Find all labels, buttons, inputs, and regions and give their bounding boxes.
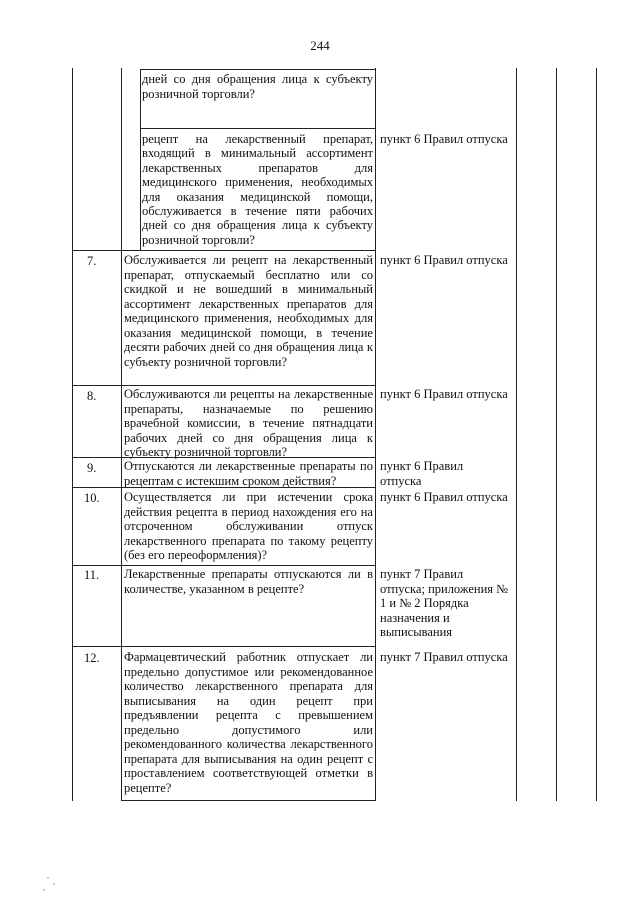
col-border-question	[375, 68, 376, 801]
row-border-11	[72, 646, 375, 647]
row-number: 9.	[87, 461, 97, 475]
question-text: Обслуживаются ли рецепты на лекарственные препараты, назначаемые по решению врачебной комиссии, в течение пятнадцати рабочих дней со дня обращения лица к субъекту розничной торговли?	[124, 387, 373, 459]
legal-reference: пункт 6 Правил отпуска	[380, 459, 464, 488]
scan-speck	[43, 889, 45, 891]
legal-reference: пункт 7 Правил отпуска; приложения № 1 и № 2 Порядка назначения и выписывания	[380, 567, 509, 639]
question-text: Фармацевтический работник отпускает ли предельно допустимое или рекомендованное количество лекарственного препарата для выписывания на один рецепт при предъявлении рецепта с превышением предельно допустимого или рекомендованного количества лекарственного препарата для выписывания на один рецепт с проставлением соответствующей отметки в рецепте?	[124, 650, 373, 795]
col-border-num	[121, 68, 122, 801]
col-border-question-left	[140, 70, 141, 250]
row-border-7	[72, 385, 375, 386]
legal-reference: пункт 6 Правил отпуска	[380, 132, 508, 146]
row-number: 7.	[87, 254, 97, 268]
col-border-left	[72, 68, 73, 801]
question-text: Лекарственные препараты отпускаются ли в количестве, указанном в рецепте?	[124, 567, 373, 596]
legal-reference: пункт 6 Правил отпуска	[380, 387, 508, 401]
col-border-right	[596, 68, 597, 801]
row-border-10	[72, 565, 375, 566]
question-text: Осуществляется ли при истечении срока действия рецепта в период нахождения его на отсроченном обслуживании отпуск лекарственного препарата по такому рецепту (без его переоформления)?	[124, 490, 373, 562]
question-text: Обслуживается ли рецепт на лекарственный препарат, отпускаемый бесплатно или со скидкой и не вошедший в минимальный ассортимент лекарственных препаратов для медицинского применения, необходимых для оказания медицинской помощи, в течение десяти рабочих дней со дня обращения лица к субъекту розничной торговли?	[124, 253, 373, 369]
scan-speck	[47, 877, 49, 879]
page-number: 244	[310, 38, 330, 53]
scan-speck	[53, 883, 55, 885]
col-border-ref	[516, 68, 517, 801]
legal-reference: пункт 6 Правил отпуска	[380, 253, 508, 267]
question-text: рецепт на лекарственный препарат, входящий в минимальный ассортимент лекарственных препаратов для медицинского применения, необходимых для оказания медицинской помощи, обслуживается в течение пяти рабочих дней со дня обращения лица к субъекту розничной торговли?	[142, 132, 373, 247]
col-border-c1	[556, 68, 557, 801]
row-border-cont-b	[72, 250, 375, 251]
row-number: 8.	[87, 389, 97, 403]
question-text: дней со дня обращения лица к субъекту розничной торговли?	[142, 72, 373, 101]
row-number: 12.	[84, 651, 100, 665]
legal-reference: пункт 6 Правил отпуска	[380, 490, 508, 504]
row-border-cont-a	[140, 128, 375, 129]
row-number: 11.	[84, 568, 100, 582]
legal-reference: пункт 7 Правил отпуска	[380, 650, 508, 664]
row-number: 10.	[84, 491, 100, 505]
row-border-top	[140, 69, 375, 70]
row-border-12	[121, 800, 375, 801]
question-text: Отпускаются ли лекарственные препараты по рецептам с истекшим сроком действия?	[124, 459, 373, 488]
